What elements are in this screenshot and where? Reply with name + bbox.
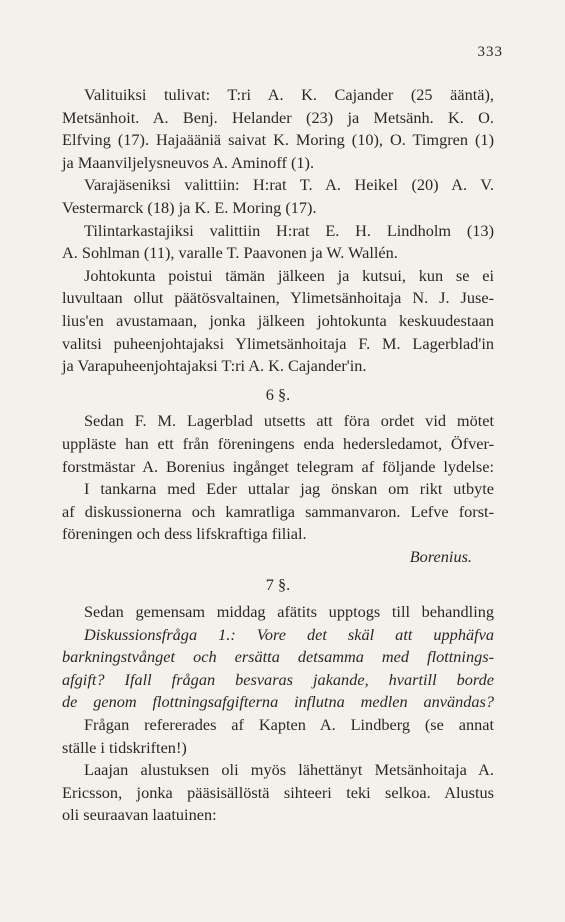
text-line: Laajan alustuksen oli myös lähettänyt Metsänhoitaja A. — [84, 760, 494, 780]
text-line: de genom flottningsafgifterna influtna medlen användas? — [62, 692, 494, 712]
text-line: lius'en avustamaan, jonka jälkeen johtokunta keskuudestaan — [62, 310, 494, 330]
text-line: Elfving (17). Hajaääniä saivat K. Moring (10), O. Timgren (1) — [62, 130, 494, 150]
text-line: 6 §. — [265, 384, 291, 404]
text-line: I tankarna med Eder uttalar jag önskan om rikt utbyte — [84, 479, 494, 499]
text-line: Tilintarkastajiksi valittiin H:rat E. H. Lindholm (13) — [84, 220, 494, 240]
text-line: Valituiksi tulivat: T:ri A. K. Cajander (25 ääntä), — [84, 85, 494, 104]
text-line: A. Sohlman (11), varalle T. Paavonen ja W. Wallén. — [62, 243, 398, 263]
text-line: Sedan F. M. Lagerblad utsetts att föra ordet vid mötet — [84, 411, 494, 431]
text-line: Frågan refererades af Kapten A. Lindberg (se annat — [84, 715, 494, 735]
text-line: af diskussionerna och kamratliga sammanvaron. Lefve forst- — [62, 501, 494, 521]
text-line: Metsänhoit. A. Benj. Helander (23) ja Metsänh. K. O. — [62, 107, 494, 127]
text-line: ställe i tidskriften!) — [62, 737, 187, 757]
text-line: ja Varapuheenjohtajaksi T:ri A. K. Cajander'in. — [62, 356, 367, 376]
text-line: uppläste han ett från föreningens enda hedersledamot, Öfver- — [62, 433, 494, 453]
text-line: 7 §. — [265, 575, 291, 595]
document-body — [62, 84, 494, 827]
text-line: luvultaan ollut päätösvaltainen, Ylimetsänhoitaja N. J. Juse- — [62, 288, 494, 308]
text-line: Ericsson, jonka pääsisällöstä sihteeri teki selkoa. Alustus — [62, 782, 494, 802]
text-line: ja Maanviljelysneuvos A. Aminoff (1). — [62, 152, 315, 172]
text-line: föreningen och dess lifskraftiga filial. — [62, 524, 307, 544]
page-number: 333 — [477, 44, 503, 60]
text-line: barkningstvånget och ersätta detsamma med flottnings- — [62, 647, 494, 667]
text-line: Varajäseniksi valittiin: H:rat T. A. Heikel (20) A. V. — [84, 175, 494, 195]
text-line: Vestermarck (18) ja K. E. Moring (17). — [62, 197, 317, 217]
text-line: Johtokunta poistui tämän jälkeen ja kutsui, kun se ei — [84, 265, 494, 285]
text-line: Borenius. — [409, 546, 472, 566]
text-line: afgift? Ifall frågan besvaras jakande, hvartill borde — [62, 669, 494, 689]
text-line: Diskussionsfråga 1.: Vore det skäl att upphäfva — [84, 624, 494, 644]
text-line: valitsi puheenjohtajaksi Ylimetsänhoitaja F. M. Lagerblad'in — [62, 333, 494, 353]
text-line: Sedan gemensam middag afätits upptogs till behandling — [84, 602, 494, 622]
text-line: forstmästar A. Borenius ingånget telegram af följande lydelse: — [62, 456, 494, 476]
text-line: oli seuraavan laatuinen: — [62, 805, 217, 825]
